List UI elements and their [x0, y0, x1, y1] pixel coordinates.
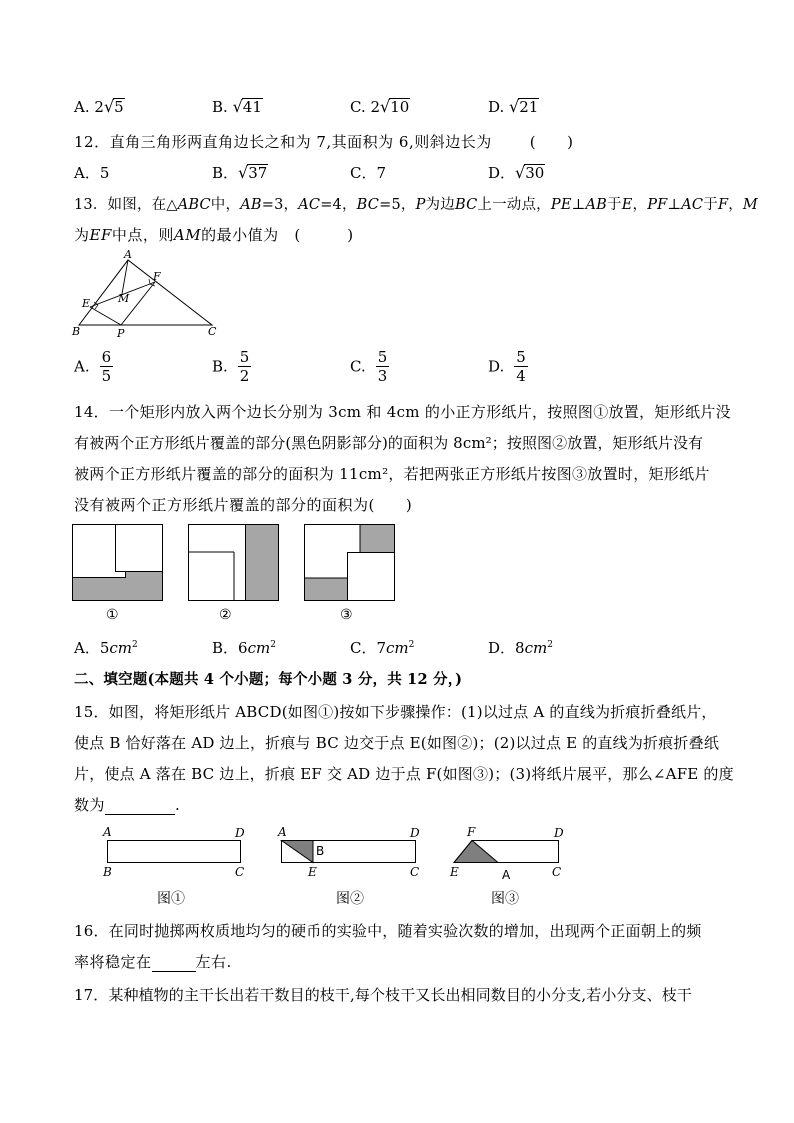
cover-region [189, 525, 246, 601]
q14-fig1-caption: ① [106, 607, 119, 623]
folded-triangle [454, 841, 498, 863]
label-a: A [124, 248, 132, 261]
q14-option-d: D．$8cm^2$ [488, 639, 553, 657]
sqrt-symbol: √ [509, 97, 520, 116]
label-e: E [82, 297, 91, 310]
q15-line1: 15．如图，将矩形纸片 ABCD(如图①)按如下步骤操作：(1)以过点 A 的直线为折痕折叠纸片， [74, 703, 717, 721]
label-d: D [410, 826, 420, 840]
q13-question-line1: 13．如图，在△ABC中，AB=3，AC=4，BC=5，P为边BC上一动点，PE⊥AB于E，PF⊥AC于F，M [74, 197, 758, 213]
folded-triangle [282, 841, 314, 863]
q14-line4: 没有被两个正方形纸片覆盖的部分的面积为( ) [74, 496, 413, 514]
label-c: C [552, 865, 562, 879]
q15-figure-1 [98, 823, 258, 883]
q15-line2: 使点 B 恰好落在 AD 边上，折痕与 BC 边交于点 E(如图②)；(2)以过点 E 的直线为折痕折叠纸 [74, 734, 720, 752]
q13-option-d: D. $\frac{5}{4}$ [488, 348, 526, 385]
label-b: B [103, 865, 112, 879]
label-c: C [235, 865, 245, 879]
triangle-abc [79, 260, 212, 325]
section-2-heading: 二、填空题(本题共 4 个小题；每个小题 3 分，共 12 分，) [74, 671, 463, 688]
label-m: M [118, 292, 130, 305]
q13-option-b: B. $\frac{5}{2}$ [212, 348, 250, 385]
q15-fig3-caption: 图③ [491, 891, 519, 907]
label-d: D [235, 826, 245, 840]
sqrt-symbol: √ [515, 163, 526, 182]
sqrt-symbol: √ [232, 97, 243, 116]
q11-option-c: C. 2√10 [350, 97, 410, 116]
label-c: C [410, 865, 420, 879]
large-square [116, 525, 163, 572]
label-a: A [103, 825, 112, 839]
q15-line3: 片，使点 A 落在 BC 边上，折痕 EF 交 AD 边于点 F(如图③)；(3)将纸片展平，那么∠AFE 的度 [74, 765, 734, 783]
label-e: E [308, 865, 317, 879]
q15-figure-2 [273, 823, 433, 883]
q14-line2: 有被两个正方形纸片覆盖的部分(黑色阴影部分)的面积为 8cm²；按照图②放置，矩形纸片没有 [74, 434, 704, 452]
segment-am [122, 260, 128, 294]
q12-option-b: B．√37 [212, 163, 268, 182]
q11-option-a: A. 2√5 [74, 97, 124, 116]
q14-figure-2 [188, 524, 280, 602]
q14-option-b: B．$6cm^2$ [212, 639, 276, 657]
shade-top-right [360, 525, 395, 553]
label-d: D [554, 826, 564, 840]
q13-question-line2: 为EF中点，则AM的最小值为 ( ) [74, 226, 354, 244]
q14-figure-1 [72, 524, 164, 602]
label-a: A [278, 825, 287, 839]
label-f: F [153, 270, 161, 283]
q15-figure-3 [446, 823, 576, 883]
answer-blank[interactable] [105, 796, 175, 815]
q14-option-c: C．$7cm^2$ [350, 639, 415, 657]
label-b: B [72, 325, 81, 338]
q16-line1: 16．在同时抛掷两枚质地均匀的硬币的实验中，随着实验次数的增加，出现两个正面朝上的频 [74, 922, 702, 940]
q14-fig3-caption: ③ [340, 607, 353, 623]
q14-option-a: A．$5cm^2$ [74, 639, 138, 657]
answer-blank[interactable] [152, 953, 196, 972]
label-a: A [502, 868, 511, 882]
q12-option-d: D．√30 [488, 163, 545, 182]
q13-option-a: A. $\frac{6}{5}$ [74, 348, 112, 385]
q14-line1: 14．一个矩形内放入两个边长分别为 3cm 和 4cm 的小正方形纸片，按照图①放置，矩形纸片没 [74, 403, 731, 421]
label-c: C [208, 325, 217, 338]
label-e: E [450, 865, 459, 879]
q14-figure-3 [304, 524, 396, 602]
q12-option-a: A．5 [74, 164, 110, 182]
sqrt-symbol: √ [238, 163, 249, 182]
q16-line2: 率将稳定在 左右. [74, 953, 232, 971]
q15-fig2-caption: 图② [336, 891, 364, 907]
rectangle-abcd [108, 841, 241, 863]
shade-bottom-left [305, 578, 348, 601]
q13-triangle-figure [70, 250, 230, 340]
label-p: P [117, 327, 125, 340]
q15-fig1-caption: 图① [157, 891, 185, 907]
q15-line4: 数为 . [74, 796, 181, 814]
q14-line3: 被两个正方形纸片覆盖的部分的面积为 11cm²，若把两张正方形纸片按图③放置时，矩形纸片 [74, 465, 710, 483]
segment-pe [90, 307, 121, 325]
sqrt-symbol: √ [103, 97, 115, 116]
q17-line1: 17．某种植物的主干长出若干数目的枝干,每个枝干又长出相同数目的小分支,若小分支、枝干 [74, 986, 692, 1004]
q13-option-c: C. $\frac{5}{3}$ [350, 348, 388, 385]
q12-option-c: C．7 [350, 164, 387, 182]
large-square [348, 553, 395, 601]
sqrt-symbol: √ [380, 97, 391, 116]
label-b: B [316, 844, 325, 858]
q14-fig2-caption: ② [219, 607, 232, 623]
q12-question: 12．直角三角形两直角边长之和为 7,其面积为 6,则斜边长为 ( ) [74, 133, 574, 151]
label-f: F [467, 825, 476, 839]
q11-option-b: B. √41 [212, 97, 262, 116]
q11-option-d: D. √21 [488, 97, 539, 116]
